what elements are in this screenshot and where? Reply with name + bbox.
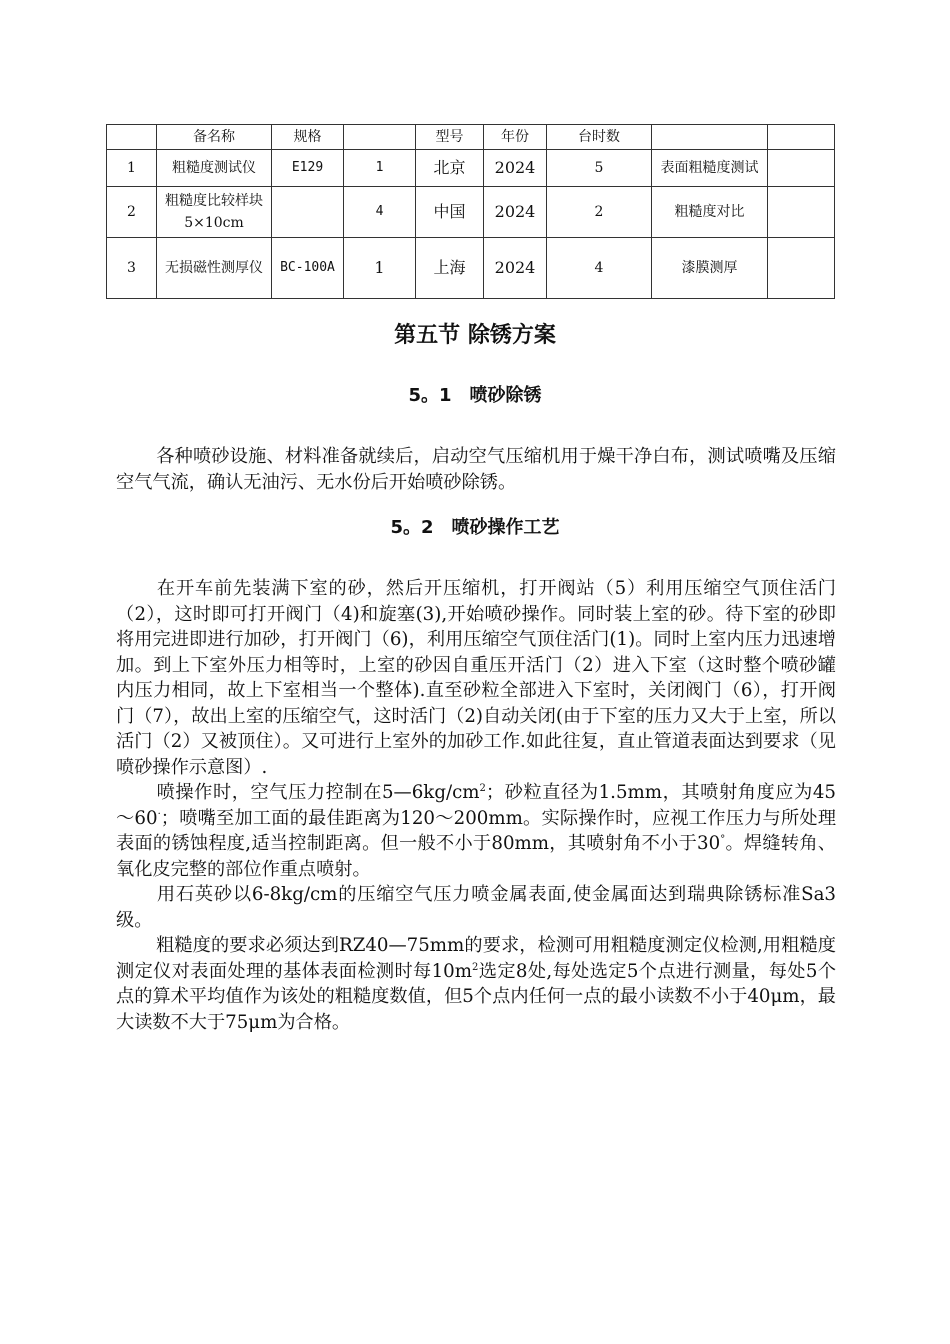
table-cell: 漆膜测厚 <box>652 238 768 299</box>
table-row <box>107 150 835 187</box>
table-cell: 北京 <box>416 150 484 187</box>
paragraph-parameters <box>116 780 836 882</box>
paragraph-quartz-sand <box>116 882 836 933</box>
header-cell: 型号 <box>416 125 484 150</box>
table-cell <box>768 150 835 187</box>
paragraph-text: 在开车前先装满下室的砂，然后开压缩机，打开阀站（5）利用压缩空气顶住活门（2），这时即可打开阀门（4)和旋塞(3),开始喷砂操作。同时装上室的砂。待下室的砂即将用完进即进行加砂，打开阀门（6)，利用压缩空气顶住活门(1)。同时上室内压力迅速增加。到上下室外压力相等时，上室的砂因自重压开活门（2）进入下室（这时整个喷砂罐内压力相同，故上下室相当一个整体).直至砂粒全部进入下室时，关闭阀门（6），打开阀门（7），故出上室的压缩空气，这时活门（2)自动关闭(由于下室的压力又大于上室，所以活门（2）又被顶住）。又可进行上室外的加砂工作.如此往复，直止管道表面达到要求（见喷砂操作示意图）. <box>116 578 836 778</box>
header-cell: 规格 <box>272 125 344 150</box>
table-cell: 粗糙度比较样块5×10cm <box>157 187 272 238</box>
table-cell <box>768 238 835 299</box>
table-cell: 5 <box>547 150 652 187</box>
header-cell: 台时数 <box>547 125 652 150</box>
paragraph-text: 粗糙度的要求必须达到RZ40—75mm的要求，检测可用粗糙度测定仪检测,用粗糙度测定仪对表面处理的基体表面检测时每10m <box>116 935 836 982</box>
paragraph-text: 各种喷砂设施、材料准备就续后，启动空气压缩机用于燥干净白布，测试喷嘴及压缩空气气流，确认无油污、无水份后开始喷砂除锈。 <box>116 446 836 493</box>
table-cell: E129 <box>272 150 344 187</box>
table-cell: 2 <box>107 187 157 238</box>
header-cell <box>768 125 835 150</box>
superscript: ° <box>720 833 726 845</box>
table-cell: 1 <box>344 238 416 299</box>
paragraph-text: 。焊缝转角、氧化皮完整的部位作重点喷射。 <box>116 833 836 880</box>
table-row <box>107 187 835 238</box>
table-cell <box>272 187 344 238</box>
table-cell: 表面粗糙度测试 <box>652 150 768 187</box>
paragraph-roughness <box>116 933 836 1035</box>
header-cell <box>344 125 416 150</box>
table-cell: 2024 <box>484 187 547 238</box>
table-cell: 1 <box>344 150 416 187</box>
table-cell: 粗糙度对比 <box>652 187 768 238</box>
equipment-table <box>106 124 835 299</box>
table-cell: 无损磁性测厚仪 <box>157 238 272 299</box>
header-cell <box>652 125 768 150</box>
paragraph-text: ；砂粒直径为1.5mm，其喷射角度应为45～60 <box>116 782 836 829</box>
paragraph-sandblast-prep <box>116 444 836 495</box>
table-cell: 上海 <box>416 238 484 299</box>
header-cell <box>107 125 157 150</box>
table-cell: 中国 <box>416 187 484 238</box>
table-cell <box>768 187 835 238</box>
paragraph-text: ；喷嘴至加工面的最佳距离为120～200mm。实际操作时，应视工作压力与所处理表面的锈蚀程度,适当控制距离。但一般不小于80mm，其喷射角不小于30 <box>116 807 836 854</box>
header-cell: 备名称 <box>157 125 272 150</box>
paragraph-text: 用石英砂以6-8kg/cm的压缩空气压力喷金属表面,使金属面达到瑞典除锈标准Sa3级。 <box>116 884 836 931</box>
header-cell: 年份 <box>484 125 547 150</box>
subsection-title-5-1: 5。1 喷砂除锈 <box>408 385 542 406</box>
table-row <box>107 238 835 299</box>
table-cell: 2024 <box>484 238 547 299</box>
paragraph-operation <box>116 576 836 780</box>
table-cell: 4 <box>547 238 652 299</box>
table-cell: 3 <box>107 238 157 299</box>
table-cell: 1 <box>107 150 157 187</box>
section-title: 第五节 除锈方案 <box>394 323 556 348</box>
table-cell: 2 <box>547 187 652 238</box>
superscript: · <box>157 808 161 820</box>
subsection-title-5-2: 5。2 喷砂操作工艺 <box>390 517 560 538</box>
table-cell: BC-100A <box>272 238 344 299</box>
sandblast-process-text <box>116 576 836 1035</box>
table-cell: 2024 <box>484 150 547 187</box>
table-header-row <box>107 125 835 150</box>
superscript: 2 <box>479 782 486 794</box>
table-cell: 粗糙度测试仪 <box>157 150 272 187</box>
paragraph-text: 选定8处,每处选定5个点进行测量，每处5个点的算术平均值作为该处的粗糙度数值，但5个点内任何一点的最小读数不小于40μm，最大读数不大于75μm为合格。 <box>116 960 837 1033</box>
table-cell: 4 <box>344 187 416 238</box>
paragraph-text: 喷操作时，空气压力控制在5—6kg/cm <box>156 782 480 803</box>
superscript: 2 <box>472 961 479 973</box>
